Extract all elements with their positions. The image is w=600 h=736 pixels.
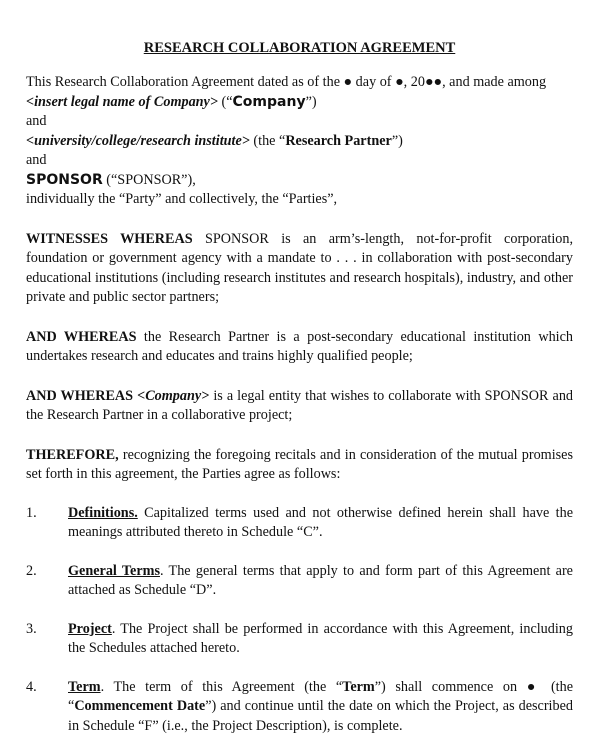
clause-text-part-1: . The term of this Agreement (the “ bbox=[101, 679, 343, 695]
commencement-date-defined-term: Commencement Date bbox=[74, 698, 205, 714]
recital-whereas-company bbox=[26, 387, 573, 426]
therefore-clause bbox=[26, 446, 573, 485]
clause-body bbox=[68, 678, 573, 736]
recital-whereas-company-lead: AND WHEREAS bbox=[26, 388, 137, 404]
and-line-1: and bbox=[26, 112, 573, 132]
recital-whereas-partner-text: the Research Partner is a post-secondary educational institution which undertakes research and educates and trains highly qualified people; bbox=[26, 329, 573, 365]
partner-party-line bbox=[26, 132, 573, 152]
company-def-close: ”) bbox=[306, 94, 317, 110]
clause-body bbox=[68, 504, 573, 543]
recital-company-placeholder: <Company> bbox=[137, 388, 209, 404]
parties-definition-line: individually the “Party” and collectively, the “Parties”, bbox=[26, 190, 573, 210]
clause-number: 2. bbox=[26, 562, 68, 601]
clause-text: Capitalized terms used and not otherwise defined herein shall have the meanings attributed thereto in Schedule “C”. bbox=[68, 505, 573, 541]
research-partner-defined-term: Research Partner bbox=[285, 133, 392, 149]
and-line-2: and bbox=[26, 151, 573, 171]
term-defined-term: Term bbox=[342, 679, 375, 695]
clause-1 bbox=[26, 504, 573, 543]
intro-text-mid: day of bbox=[352, 74, 395, 90]
company-defined-term: Company bbox=[233, 94, 306, 110]
clause-text: . The general terms that apply to and form part of this Agreement are attached as Schedule “D”. bbox=[68, 563, 573, 599]
therefore-lead: THEREFORE, bbox=[26, 447, 119, 463]
clause-text-part-4: ”) and continue until the date on which the Project, as described in Schedule “F” (i.e., the Project Description), is complete. bbox=[68, 698, 573, 734]
sponsor-definition: (“SPONSOR”), bbox=[103, 172, 196, 188]
therefore-text: recognizing the foregoing recitals and in consideration of the mutual promises set forth in this agreement, the Parties agree as follows: bbox=[26, 447, 573, 483]
clause-2 bbox=[26, 562, 573, 601]
clause-3 bbox=[26, 620, 573, 659]
clause-number: 4. bbox=[26, 678, 68, 736]
partner-def-open: (the “ bbox=[250, 133, 285, 149]
recital-whereas-company-text: is a legal entity that wishes to collaborate with SPONSOR and the Research Partner in a collaborative project; bbox=[26, 388, 573, 424]
year-placeholder-bullets: ●● bbox=[425, 74, 442, 90]
document-title: RESEARCH COLLABORATION AGREEMENT bbox=[26, 40, 573, 57]
clause-number: 1. bbox=[26, 504, 68, 543]
recital-witnesses bbox=[26, 230, 573, 308]
clause-text: . The Project shall be performed in accordance with this Agreement, including the Schedules attached hereto. bbox=[68, 621, 573, 657]
sponsor-name: SPONSOR bbox=[26, 172, 103, 188]
company-party-line bbox=[26, 93, 573, 113]
clause-4 bbox=[26, 678, 573, 736]
company-name-placeholder: <insert legal name of Company> bbox=[26, 94, 218, 110]
intro-year-prefix: , 20 bbox=[404, 74, 425, 90]
institute-name-placeholder: <university/college/research institute> bbox=[26, 133, 250, 149]
clause-body bbox=[68, 620, 573, 659]
clause-number: 3. bbox=[26, 620, 68, 659]
recital-whereas-partner bbox=[26, 328, 573, 367]
recital-whereas-partner-lead: AND WHEREAS bbox=[26, 329, 136, 345]
clause-text-part-2: ”) shall commence on bbox=[375, 679, 527, 695]
day-placeholder-bullet: ● bbox=[344, 74, 353, 90]
sponsor-party-line bbox=[26, 171, 573, 191]
clause-heading: Definitions. bbox=[68, 505, 138, 521]
clause-heading: General Terms bbox=[68, 563, 160, 579]
recital-witnesses-lead: WITNESSES WHEREAS bbox=[26, 231, 193, 247]
commencement-placeholder-bullet: ● bbox=[527, 679, 542, 695]
clause-heading: Term bbox=[68, 679, 101, 695]
partner-def-close: ”) bbox=[392, 133, 403, 149]
intro-text-post: , and made among bbox=[442, 74, 546, 90]
month-placeholder-bullet: ● bbox=[395, 74, 404, 90]
company-def-open: (“ bbox=[218, 94, 233, 110]
clause-text-part-3: (the “ bbox=[68, 679, 573, 715]
clause-heading: Project bbox=[68, 621, 112, 637]
clause-body bbox=[68, 562, 573, 601]
intro-line bbox=[26, 73, 573, 93]
intro-text-pre: This Research Collaboration Agreement dated as of the bbox=[26, 74, 344, 90]
recital-witnesses-text: SPONSOR is an arm’s-length, not-for-profit corporation, foundation or government agency with a mandate to . . . in collaboration with post-secondary educational institutions (including research institutes and research hospitals), industry, and other private and public sector partners; bbox=[26, 231, 573, 306]
